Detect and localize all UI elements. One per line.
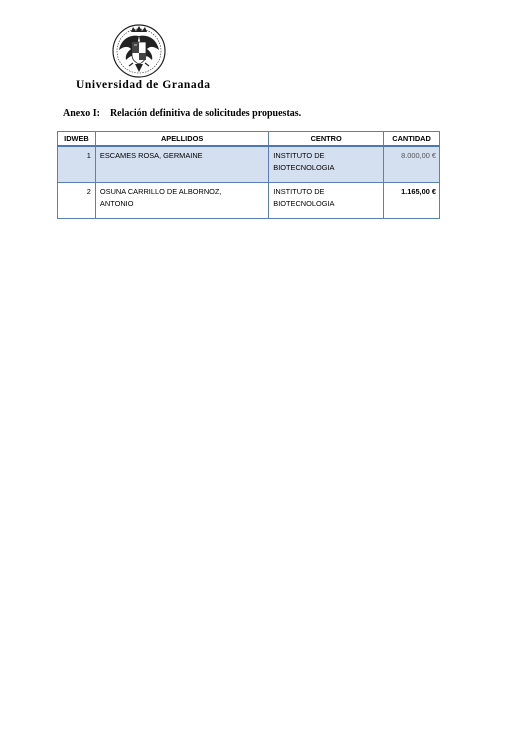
table-row [58, 183, 440, 219]
cell-cantidad: 8.000,00 € [384, 146, 440, 183]
column-header-cantidad: CANTIDAD [384, 132, 440, 147]
cell-apellidos [95, 183, 268, 219]
cell-centro [269, 183, 384, 219]
annex-heading [63, 108, 301, 119]
cell-centro-line1: INSTITUTO DE [273, 187, 325, 196]
cell-centro-line2: BIOTECNOLOGIA [273, 199, 335, 208]
cell-cantidad: 1.165,00 € [384, 183, 440, 219]
cell-idweb: 1 [58, 146, 96, 183]
column-header-centro: CENTRO [269, 132, 384, 147]
annex-title: Relación definitiva de solicitudes propuestas. [109, 108, 302, 119]
cell-centro-line1: INSTITUTO DE [273, 151, 325, 160]
column-header-idweb: IDWEB [58, 132, 96, 147]
cell-centro-line2: BIOTECNOLOGIA [273, 163, 335, 172]
table-header-row [58, 132, 440, 147]
cell-apellidos-line1: OSUNA CARRILLO DE ALBORNOZ, [99, 187, 222, 196]
university-crest-icon [111, 22, 167, 80]
university-name: Universidad de Granada [76, 79, 211, 91]
applications-table [57, 131, 440, 219]
annex-label: Anexo I: [63, 108, 100, 119]
cell-idweb: 2 [58, 183, 96, 219]
cell-centro [269, 146, 384, 183]
table-row [58, 146, 440, 183]
cell-apellidos: ESCAMES ROSA, GERMAINE [95, 146, 268, 183]
column-header-apellidos: APELLIDOS [95, 132, 268, 147]
cell-apellidos-line2: ANTONIO [99, 199, 134, 208]
